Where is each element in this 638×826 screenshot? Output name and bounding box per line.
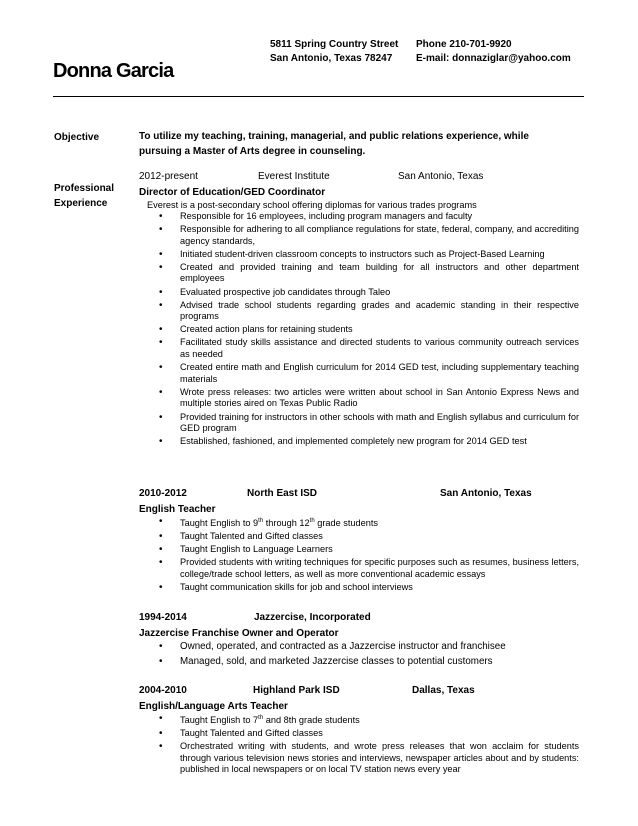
list-item: • Managed, sold, and marketed Jazzercise classes to potential customers	[139, 655, 579, 668]
job-dates: 2010-2012	[139, 488, 187, 499]
job-north-east-isd	[139, 488, 579, 595]
job-bullets	[139, 516, 579, 594]
job-location: San Antonio, Texas	[440, 488, 532, 499]
job-bullets	[139, 713, 579, 776]
list-item: • Taught Talented and Gifted classes	[139, 728, 579, 740]
job-dates: 2012-present	[139, 171, 198, 182]
job-header	[139, 488, 579, 503]
job-jazzercise	[139, 612, 579, 669]
job-title: Jazzercise Franchise Owner and Operator	[139, 628, 339, 639]
phone-text: Phone 210-701-9920	[416, 39, 512, 50]
job-org: Highland Park ISD	[253, 685, 340, 696]
list-item: • Taught English to 7th and 8th grade students	[139, 713, 579, 727]
list-item: • Initiated student-driven classroom concepts to instructors such as Project-Based Learning	[139, 249, 579, 261]
list-item: • Provided training for instructors in other schools with math and English syllabus and curriculum for GED program	[139, 412, 579, 435]
address-street: 5811 Spring Country Street	[270, 39, 399, 50]
job-highland-park-isd	[139, 685, 579, 778]
list-item: • Created entire math and English curriculum for 2014 GED test, including supplementary teaching materials	[139, 362, 579, 385]
list-item: • Orchestrated writing with students, and wrote press releases that won acclaim for students through various television news stories and interviews, newspaper articles about and by students: published in local newspapers or on local TV station news every year	[139, 741, 579, 776]
job-title: Director of Education/GED Coordinator	[139, 187, 326, 198]
job-header	[139, 171, 579, 186]
list-item: • Taught Talented and Gifted classes	[139, 531, 579, 543]
job-dates: 2004-2010	[139, 685, 187, 696]
list-item: • Evaluated prospective job candidates through Taleo	[139, 287, 579, 299]
list-item: • Taught English to 9th through 12th grade students	[139, 516, 579, 530]
job-location: Dallas, Texas	[412, 685, 475, 696]
job-title: English/Language Arts Teacher	[139, 701, 288, 712]
objective-text: To utilize my teaching, training, managerial, and public relations experience, while pursuing a Master of Arts degree in counseling.	[139, 131, 529, 157]
list-item: • Created action plans for retaining students	[139, 324, 579, 336]
list-item: • Wrote press releases: two articles were written about school in San Antonio Express News and multiple stories aired on Texas Public Radio	[139, 387, 579, 410]
job-title: English Teacher	[139, 504, 216, 515]
header-divider	[53, 96, 584, 97]
list-item: • Created and provided training and team building for all instructors and other department employees	[139, 262, 579, 285]
job-org: Jazzercise, Incorporated	[254, 612, 371, 623]
list-item: • Established, fashioned, and implemented completely new program for 2014 GED test	[139, 436, 579, 448]
job-bullets	[139, 211, 579, 448]
job-bullets	[139, 640, 579, 668]
contact-address	[270, 38, 398, 66]
objective-label: Objective	[54, 132, 100, 143]
address-city: San Antonio, Texas 78247	[270, 53, 393, 64]
job-org: North East ISD	[247, 488, 318, 499]
job-org: Everest Institute	[258, 171, 330, 182]
list-item: • Taught English to Language Learners	[139, 544, 579, 556]
job-location: San Antonio, Texas	[398, 171, 484, 182]
contact-details	[416, 38, 571, 66]
job-description: Everest is a post-secondary school offering diplomas for various trades programs	[147, 200, 477, 210]
professional-label: Professional	[54, 183, 115, 194]
experience-label: Experience	[54, 198, 108, 209]
job-dates: 1994-2014	[139, 612, 187, 623]
job-header	[139, 685, 579, 700]
email-text: E-mail: donnaziglar@yahoo.com	[416, 53, 571, 64]
list-item: • Facilitated study skills assistance and directed students to various community outreach services as needed	[139, 337, 579, 360]
list-item: • Responsible for adhering to all compliance regulations for state, federal, company, and accrediting agency standards,	[139, 224, 579, 247]
job-header	[139, 612, 579, 627]
list-item: • Responsible for 16 employees, including program managers and faculty	[139, 211, 579, 223]
job-everest	[139, 171, 579, 449]
list-item: • Provided students with writing techniques for specific purposes such as resumes, business letters, college/trade school letters, as well as more conventional academic essays	[139, 557, 579, 580]
list-item: • Owned, operated, and contracted as a Jazzercise instructor and franchisee	[139, 640, 579, 653]
list-item: • Taught communication skills for job and school interviews	[139, 582, 579, 594]
resume-name: Donna Garcia	[53, 60, 174, 82]
list-item: • Advised trade school students regarding grades and academic standing in their respective programs	[139, 300, 579, 323]
